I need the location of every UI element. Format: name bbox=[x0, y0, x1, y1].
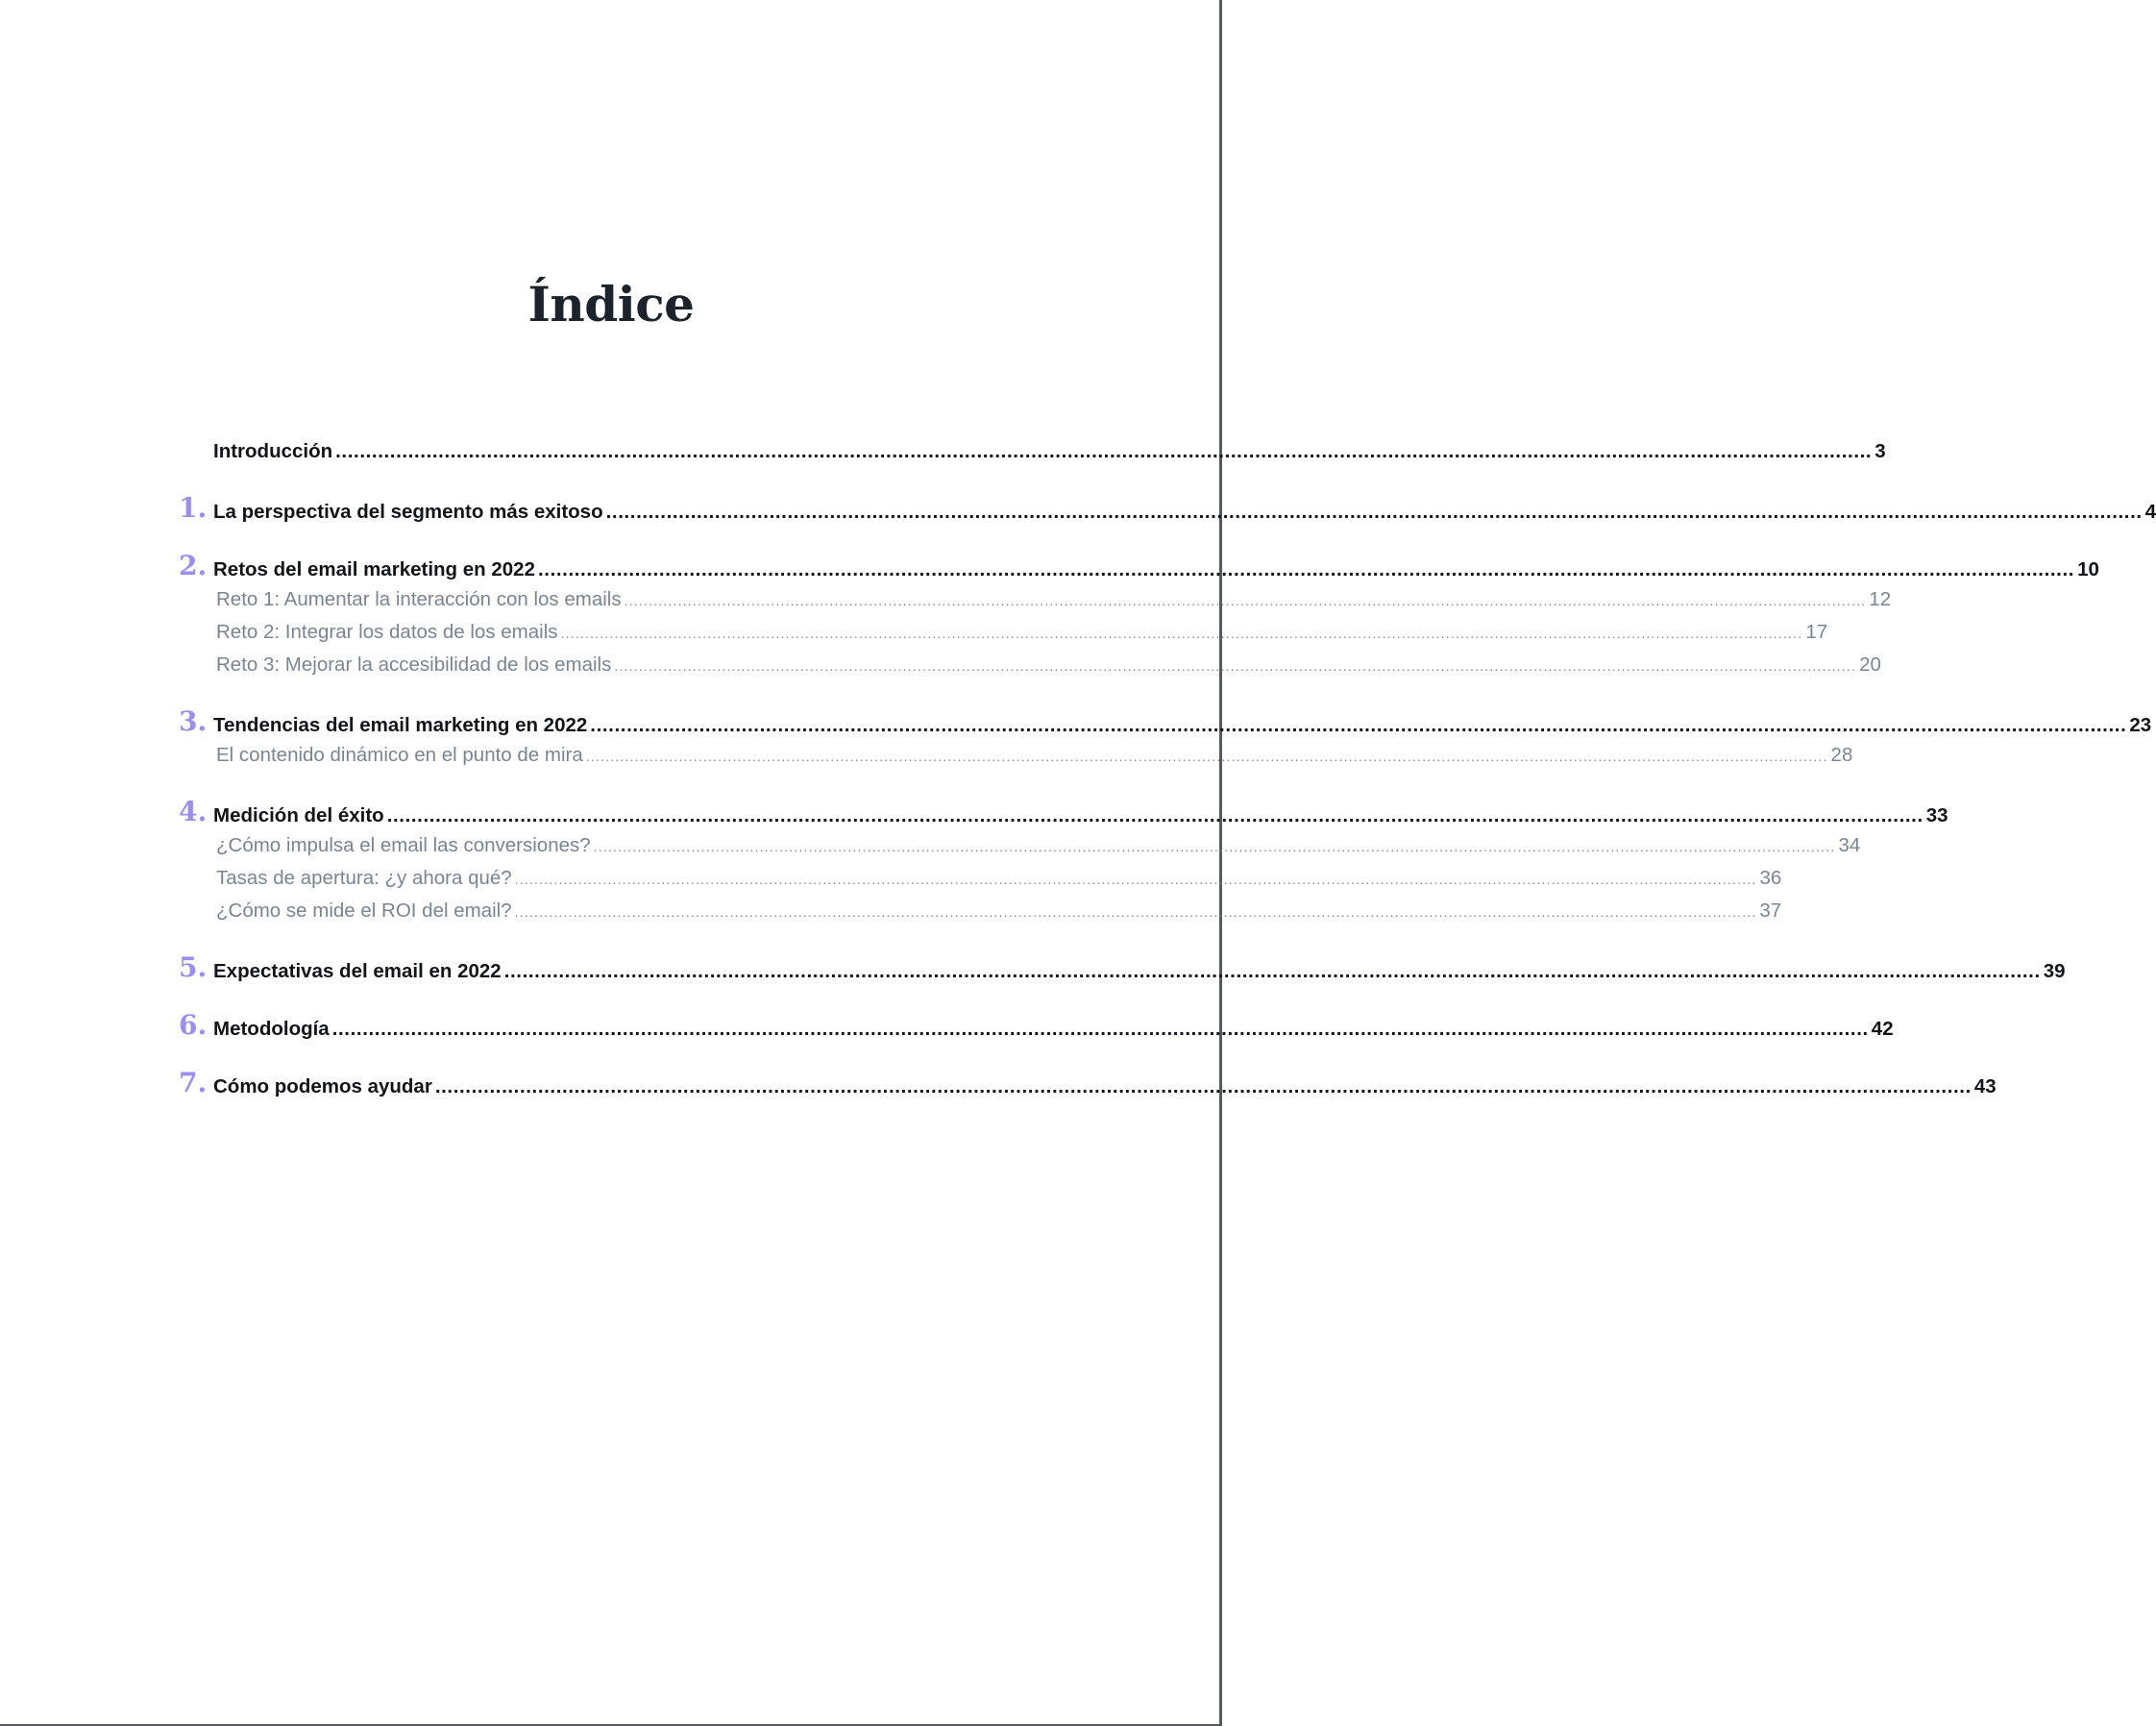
page-number: 10 bbox=[2077, 558, 2099, 580]
dot-leader: .............................................................................................................................................................................................................................................................. bbox=[514, 872, 1757, 887]
section-gap bbox=[179, 772, 1035, 797]
toc-section-entry[interactable] bbox=[179, 1067, 1997, 1100]
dot-leader: .............................................................................................................................................................................................................................................................. bbox=[335, 440, 1873, 462]
entry-label: La perspectiva del segmento más exitoso bbox=[213, 501, 603, 523]
section-gap bbox=[179, 985, 1035, 1010]
table-of-contents bbox=[179, 435, 2156, 1100]
entry-label: El contenido dinámico en el punto de mira bbox=[216, 744, 583, 766]
toc-section-entry[interactable] bbox=[179, 1009, 1894, 1043]
section-number: 6. bbox=[179, 1009, 208, 1041]
entry-label: Tasas de apertura: ¿y ahora qué? bbox=[216, 867, 512, 889]
page-number: 36 bbox=[1759, 867, 1782, 889]
entry-label: ¿Cómo impulsa el email las conversiones? bbox=[216, 834, 591, 856]
section-gap bbox=[179, 526, 1035, 551]
toc-subsection-entry[interactable] bbox=[179, 583, 1892, 616]
entry-label: Expectativas del email en 2022 bbox=[213, 960, 502, 982]
entry-label: Reto 3: Mejorar la accesibilidad de los emails bbox=[216, 653, 612, 676]
toc-section-entry[interactable] bbox=[179, 705, 2152, 739]
entry-label: Tendencias del email marketing en 2022 bbox=[213, 714, 588, 736]
page-number: 4 bbox=[2144, 501, 2156, 523]
dot-leader: .............................................................................................................................................................................................................................................................. bbox=[434, 1075, 1972, 1097]
section-gap bbox=[179, 468, 1035, 493]
page-number: 20 bbox=[1859, 653, 1881, 676]
toc-subsection-entry[interactable] bbox=[179, 829, 1861, 862]
section-gap bbox=[179, 927, 1035, 952]
page-number: 28 bbox=[1830, 744, 1853, 766]
dot-leader: .............................................................................................................................................................................................................................................................. bbox=[386, 804, 1923, 826]
entry-label: Reto 1: Aumentar la interacción con los emails bbox=[216, 588, 622, 610]
section-number: 4. bbox=[179, 796, 208, 827]
toc-subsection-entry[interactable] bbox=[179, 862, 1782, 895]
dot-leader: .............................................................................................................................................................................................................................................................. bbox=[503, 960, 2041, 982]
page-number: 17 bbox=[1805, 621, 1828, 643]
toc-subsection-entry[interactable] bbox=[179, 649, 1881, 681]
dot-leader: .............................................................................................................................................................................................................................................................. bbox=[605, 501, 2143, 523]
page-title: Índice bbox=[527, 275, 695, 333]
dot-leader: .............................................................................................................................................................................................................................................................. bbox=[331, 1018, 1869, 1040]
toc-subsection-entry[interactable] bbox=[179, 739, 1853, 772]
toc-section-entry[interactable] bbox=[179, 550, 2099, 583]
section-number: 2. bbox=[179, 550, 208, 581]
dot-leader: .............................................................................................................................................................................................................................................................. bbox=[560, 626, 1803, 641]
entry-label: Retos del email marketing en 2022 bbox=[213, 558, 535, 580]
dot-leader: .............................................................................................................................................................................................................................................................. bbox=[590, 714, 2127, 736]
section-number: 7. bbox=[179, 1067, 208, 1098]
section-gap bbox=[179, 1043, 1035, 1068]
page-number: 39 bbox=[2043, 960, 2066, 982]
page-number: 37 bbox=[1759, 900, 1782, 922]
toc-subsection-entry[interactable] bbox=[179, 616, 1828, 649]
page-number: 34 bbox=[1838, 834, 1861, 856]
section-number: 3. bbox=[179, 705, 208, 737]
dot-leader: .............................................................................................................................................................................................................................................................. bbox=[585, 749, 1828, 764]
entry-label: Medición del éxito bbox=[213, 804, 384, 826]
page-number: 23 bbox=[2129, 714, 2152, 736]
toc-section-entry[interactable] bbox=[179, 796, 1948, 829]
entry-label: Metodología bbox=[213, 1018, 330, 1040]
section-number: 1. bbox=[179, 492, 208, 524]
entry-label: ¿Cómo se mide el ROI del email? bbox=[216, 900, 512, 922]
page-number: 12 bbox=[1869, 588, 1892, 610]
dot-leader: .............................................................................................................................................................................................................................................................. bbox=[614, 658, 1857, 674]
section-gap bbox=[179, 681, 1035, 706]
dot-leader: .............................................................................................................................................................................................................................................................. bbox=[514, 904, 1757, 920]
entry-label: Cómo podemos ayudar bbox=[213, 1075, 432, 1097]
page-number: 42 bbox=[1871, 1018, 1894, 1040]
section-number: 5. bbox=[179, 951, 208, 983]
page-number: 43 bbox=[1973, 1075, 1997, 1097]
toc-section-entry[interactable] bbox=[179, 492, 2156, 526]
dot-leader: .............................................................................................................................................................................................................................................................. bbox=[624, 593, 1867, 608]
entry-label: Reto 2: Integrar los datos de los emails bbox=[216, 621, 558, 643]
toc-subsection-entry[interactable] bbox=[179, 895, 1782, 927]
page-number: 3 bbox=[1874, 440, 1886, 462]
toc-section-entry[interactable] bbox=[179, 435, 1886, 468]
entry-label: Introducción bbox=[213, 440, 333, 462]
dot-leader: .............................................................................................................................................................................................................................................................. bbox=[593, 839, 1836, 854]
page-number: 33 bbox=[1925, 804, 1948, 826]
toc-section-entry[interactable] bbox=[179, 951, 2066, 985]
dot-leader: .............................................................................................................................................................................................................................................................. bbox=[537, 558, 2075, 580]
